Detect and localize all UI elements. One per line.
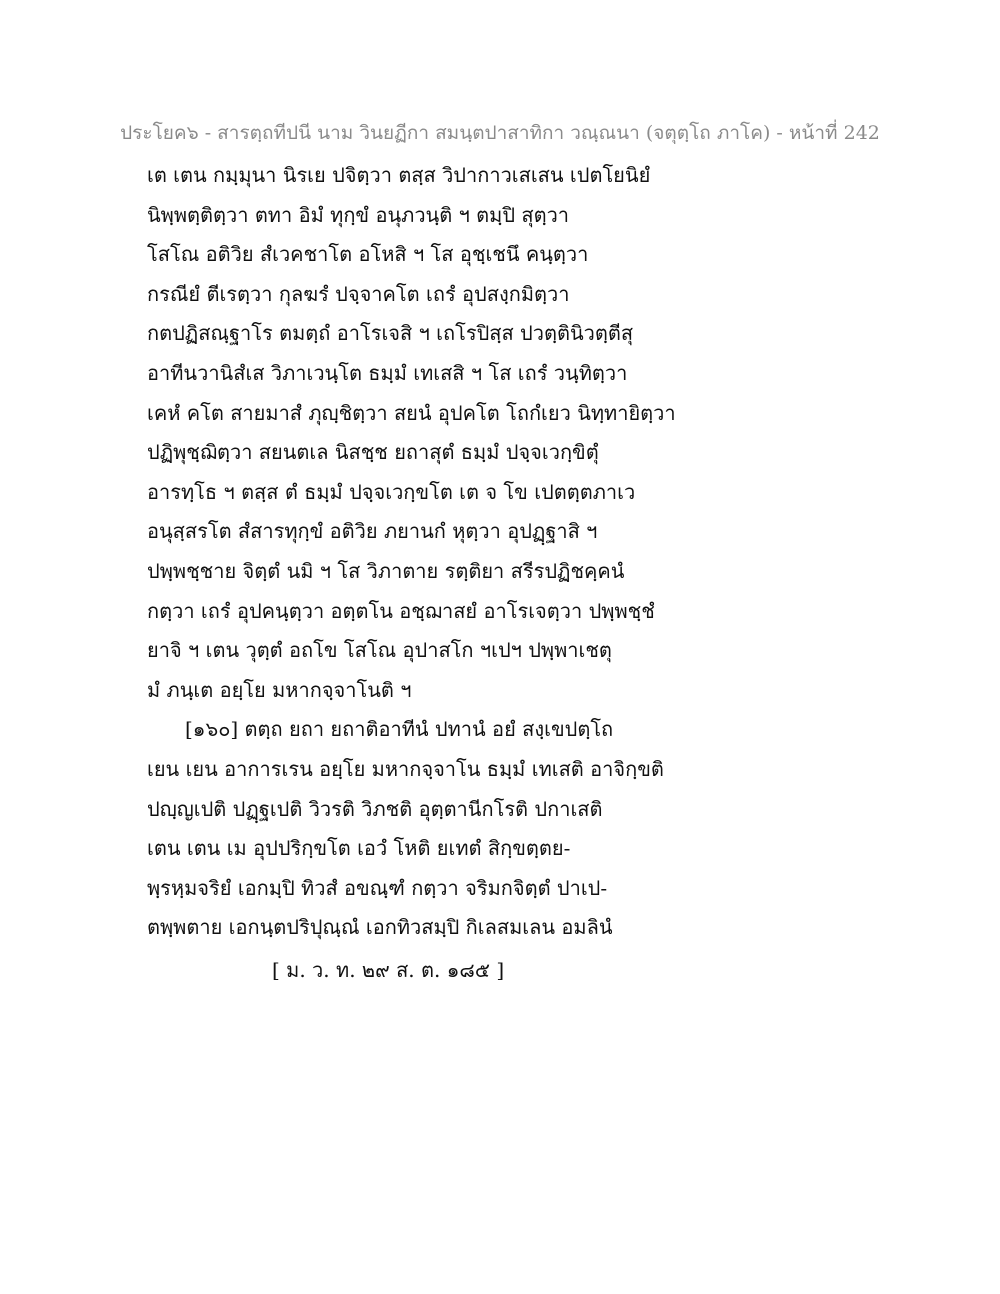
text-line: อนุสฺสรโต สํสารทุกฺขํ อติวิย ภยานกํ หุตฺวา อุปฏฺฐาสิ ฯ bbox=[147, 519, 598, 544]
text-line: ปพฺพชฺชาย จิตฺตํ นมิ ฯ โส วิภาตาย รตฺติยา สรีรปฏิชคฺคนํ bbox=[147, 558, 625, 583]
footnote-reference: [ ม. ว. ท. ๒๙ ส. ต. ๑๘๕ ] bbox=[272, 958, 505, 982]
text-line: ปญฺญเปติ ปฏฺฐเปติ วิวรติ วิภชติ อุตฺตานีกโรติ ปกาเสติ bbox=[147, 796, 603, 821]
text-line: มํ ภนฺเต อยฺโย มหากจฺจาโนติ ฯ bbox=[147, 677, 412, 702]
text-line: [๑๖๐] ตตฺถ ยถา ยถาติอาทีนํ ปทานํ อยํ สงฺเขปตฺโถ bbox=[185, 717, 614, 742]
text-line: นิพฺพตฺติตฺวา ตทา อิมํ ทุกฺขํ อนุภวนฺติ ฯ ตมฺปิ สุตฺวา bbox=[147, 202, 570, 227]
body-text bbox=[147, 156, 707, 948]
page-header: ประโยค๖ - สารตฺถทีปนี นาม วินยฏีกา สมนฺตปาสาทิกา วณฺณนา (จตุตฺโถ ภาโค) - หน้าที่ 242 bbox=[120, 122, 880, 144]
text-line: เต เตน กมฺมุนา นิรเย ปจิตฺวา ตสฺส วิปากาวเสเสน เปตโยนิยํ bbox=[147, 163, 651, 187]
paragraph-1 bbox=[147, 156, 707, 710]
text-line: เตน เตน เม อุปปริกฺขโต เอวํ โหติ ยเทตํ สิกฺขตฺตย- bbox=[147, 836, 571, 861]
text-line: ปฏิพุชฺฌิตฺวา สยนตเล นิสชฺช ยถาสุตํ ธมฺมํ ปจฺจเวกฺขิตุํ bbox=[147, 440, 599, 465]
text-line: อาทีนวานิสํเส วิภาเวนฺโต ธมฺมํ เทเสสิ ฯ โส เถรํ วนฺทิตฺวา bbox=[147, 360, 628, 385]
paragraph-2 bbox=[147, 710, 707, 948]
text-line: เยน เยน อาการเรน อยฺโย มหากจฺจาโน ธมฺมํ เทเสติ อาจิกฺขติ bbox=[147, 756, 664, 781]
text-line: ยาจิ ฯ เตน วุตฺตํ อถโข โสโณ อุปาสโก ฯเปฯ ปพฺพาเชตุ bbox=[147, 638, 612, 663]
text-line: ตพฺพตาย เอกนฺตปริปุณฺณํ เอกทิวสมฺปิ กิเลสมเลน อมลินํ bbox=[147, 915, 613, 940]
text-line: กรณียํ ตีเรตฺวา กุลฆรํ ปจฺจาคโต เถรํ อุปสงฺกมิตฺวา bbox=[147, 281, 570, 306]
text-line: อารทฺโธ ฯ ตสฺส ตํ ธมฺมํ ปจฺจเวกฺขโต เต จ โข เปตตฺตภาเว bbox=[147, 479, 636, 504]
text-line: เคหํ คโต สายมาสํ ภุญฺชิตฺวา สยนํ อุปคโต โถกํเยว นิทฺทายิตฺวา bbox=[147, 400, 676, 425]
text-line: กตปฏิสณฺฐาโร ตมตฺถํ อาโรเจสิ ฯ เถโรปิสฺส ปวตฺตินิวตฺตีสุ bbox=[147, 321, 634, 346]
text-line: พฺรหฺมจริยํ เอกมฺปิ ทิวสํ อขณฺฑํ กตฺวา จริมกจิตฺตํ ปาเป- bbox=[147, 875, 608, 900]
text-line: กตฺวา เถรํ อุปคนฺตฺวา อตฺตโน อชฺฌาสยํ อาโรเจตฺวา ปพฺพชฺชํ bbox=[147, 598, 655, 623]
text-line: โสโณ อติวิย สํเวคชาโต อโหสิ ฯ โส อุชฺเชนึ คนฺตฺวา bbox=[147, 242, 589, 267]
